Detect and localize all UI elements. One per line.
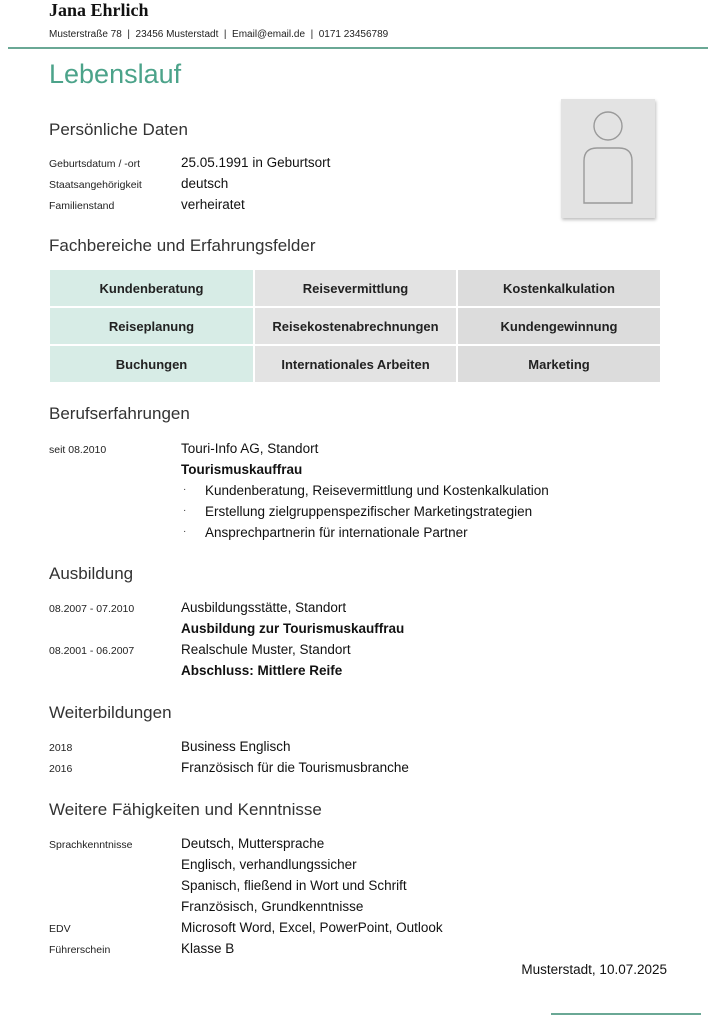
skill-cell: Reisevermittlung	[255, 270, 456, 306]
applicant-name: Jana Ehrlich	[49, 0, 149, 20]
personal-label-marital: Familienstand	[49, 200, 115, 212]
language-item: Französisch, Grundkenntnisse	[181, 899, 364, 914]
section-heading-personal: Persönliche Daten	[49, 120, 188, 139]
bullet-marker: ·	[183, 526, 187, 537]
skill-cell: Kundengewinnung	[458, 308, 660, 344]
section-heading-training: Weiterbildungen	[49, 703, 172, 722]
personal-value-nationality: deutsch	[181, 176, 229, 191]
photo-placeholder[interactable]	[561, 99, 655, 218]
skill-cell: Reiseplanung	[50, 308, 253, 344]
license-value: Klasse B	[181, 941, 235, 956]
experience-date: seit 08.2010	[49, 444, 107, 456]
contact-line: Musterstraße 78 | 23456 Musterstadt | Email@email.de | 0171 23456789	[49, 29, 389, 40]
training-course: Französisch für die Tourismusbranche	[181, 760, 409, 775]
training-year: 2018	[49, 742, 73, 754]
education-date: 08.2001 - 06.2007	[49, 645, 135, 657]
page-title: Lebenslauf	[49, 59, 182, 89]
language-item: Deutsch, Muttersprache	[181, 836, 325, 851]
language-item: Spanisch, fließend in Wort und Schrift	[181, 878, 407, 893]
skill-cell: Buchungen	[50, 346, 253, 382]
skill-cell: Internationales Arbeiten	[255, 346, 456, 382]
personal-label-birth: Geburtsdatum / -ort	[49, 158, 141, 170]
skill-cell: Marketing	[458, 346, 660, 382]
personal-value-birth: 25.05.1991 in Geburtsort	[181, 155, 331, 170]
section-heading-skills: Fachbereiche und Erfahrungsfelder	[49, 236, 316, 255]
person-silhouette-icon	[561, 99, 655, 218]
languages-label: Sprachkenntnisse	[49, 839, 133, 851]
experience-bullet: Erstellung zielgruppenspezifischer Marketingstrategien	[205, 504, 533, 519]
language-item: Englisch, verhandlungssicher	[181, 857, 357, 872]
section-heading-experience: Berufserfahrungen	[49, 404, 190, 423]
header-divider	[8, 47, 708, 49]
education-place: Realschule Muster, Standort	[181, 642, 351, 657]
experience-company: Touri-Info AG, Standort	[181, 441, 319, 456]
bullet-marker: ·	[183, 505, 187, 516]
skills-grid	[50, 270, 660, 382]
experience-bullet: Kundenberatung, Reisevermittlung und Kostenkalkulation	[205, 483, 549, 498]
personal-label-nationality: Staatsangehörigkeit	[49, 179, 142, 191]
skill-cell: Reisekostenabrechnungen	[255, 308, 456, 344]
skill-cell: Kundenberatung	[50, 270, 253, 306]
education-detail: Abschluss: Mittlere Reife	[181, 663, 343, 678]
experience-bullet: Ansprechpartnerin für internationale Partner	[205, 525, 468, 540]
skill-cell: Kostenkalkulation	[458, 270, 660, 306]
section-heading-education: Ausbildung	[49, 564, 134, 583]
personal-value-marital: verheiratet	[181, 197, 245, 212]
education-date: 08.2007 - 07.2010	[49, 603, 135, 615]
training-year: 2016	[49, 763, 73, 775]
edv-label: EDV	[49, 923, 71, 935]
training-course: Business Englisch	[181, 739, 291, 754]
place-date: Musterstadt, 10.07.2025	[521, 962, 667, 977]
experience-role: Tourismuskauffrau	[181, 462, 303, 477]
license-label: Führerschein	[49, 944, 111, 956]
education-detail: Ausbildung zur Tourismuskauffrau	[181, 621, 405, 636]
education-place: Ausbildungsstätte, Standort	[181, 600, 347, 615]
bullet-marker: ·	[183, 484, 187, 495]
edv-value: Microsoft Word, Excel, PowerPoint, Outlook	[181, 920, 443, 935]
section-heading-abilities: Weitere Fähigkeiten und Kenntnisse	[49, 800, 322, 819]
footer-divider	[551, 1013, 701, 1015]
